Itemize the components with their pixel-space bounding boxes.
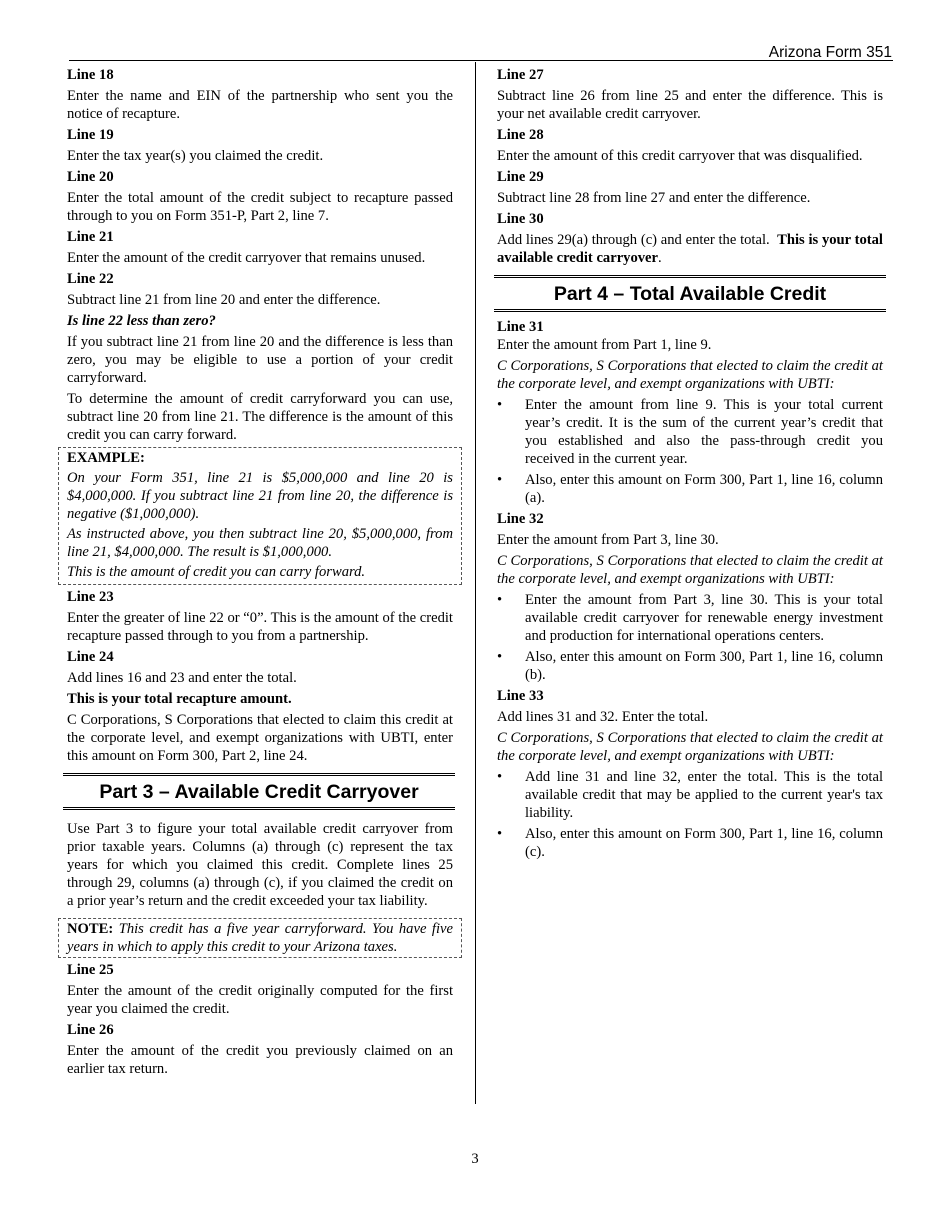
part-3-intro: Use Part 3 to figure your total available credit carryover from prior taxable years. Columns (a) through (c) represent the tax years for which you claimed this credit. Complete lines 25 through 29, columns (a) through (c), if you claimed the credit on a prior year’s return and the credit exceeded your tax liability. — [67, 821, 453, 909]
line-31-heading: Line 31 — [497, 319, 544, 335]
line-32-corp-intro: C Corporations, S Corporations that elected to claim the credit at the corporate level, and exempt organizations with UBTI: — [497, 553, 883, 587]
line-22-heading: Line 22 — [67, 271, 114, 287]
bullet-text: Enter the amount from line 9. This is your total current year’s credit. It is the sum of the current year’s credit that you established and also the pass-through credit you received in the current year. — [525, 397, 883, 467]
bullet-icon: • — [497, 397, 503, 413]
list-item — [497, 591, 883, 645]
line-28-heading: Line 28 — [497, 127, 544, 143]
bullet-icon: • — [497, 826, 503, 842]
line-22-para-2: To determine the amount of credit carryforward you can use, subtract line 20 from line 21. The difference is the amount of this credit you can carry forward. — [67, 391, 453, 443]
bullet-icon: • — [497, 592, 503, 608]
left-column — [67, 66, 453, 1081]
line-31-text: Enter the amount from Part 1, line 9. — [497, 337, 712, 353]
list-item — [497, 768, 883, 822]
line-19-text: Enter the tax year(s) you claimed the credit. — [67, 148, 324, 164]
line-32-bullets — [497, 591, 883, 684]
line-24-bold-text: This is your total recapture amount. — [67, 691, 292, 707]
list-item — [497, 825, 883, 861]
bullet-text: Also, enter this amount on Form 300, Part 1, line 16, column (c). — [525, 826, 883, 860]
note-label: NOTE: — [67, 921, 114, 937]
line-31-bullets — [497, 396, 883, 507]
line-24-text: Add lines 16 and 23 and enter the total. — [67, 670, 297, 686]
line-26-text: Enter the amount of the credit you previously claimed on an earlier tax return. — [67, 1043, 453, 1077]
line-32-heading: Line 32 — [497, 511, 544, 527]
line-30-heading: Line 30 — [497, 211, 544, 227]
line-20-heading: Line 20 — [67, 169, 114, 185]
line-25-heading: Line 25 — [67, 962, 114, 978]
line-30-instruction: Add lines 29(a) through (c) and enter the total. — [497, 232, 770, 248]
line-29-heading: Line 29 — [497, 169, 544, 185]
bullet-icon: • — [497, 649, 503, 665]
example-title: EXAMPLE: — [67, 450, 145, 466]
line-20-text: Enter the total amount of the credit subject to recapture passed through to you on Form 351-P, Part 2, line 7. — [67, 190, 453, 224]
header-rule — [69, 60, 893, 61]
line-25-text: Enter the amount of the credit originally computed for the first year you claimed the credit. — [67, 983, 453, 1017]
line-29-text: Subtract line 28 from line 27 and enter the difference. — [497, 190, 811, 206]
line-23-text: Enter the greater of line 22 or “0”. This is the amount of the credit recapture passed through to you from a partnership. — [67, 610, 453, 644]
bullet-text: Also, enter this amount on Form 300, Part 1, line 16, column (a). — [525, 472, 883, 506]
page-number: 3 — [471, 1151, 479, 1167]
line-27-text: Subtract line 26 from line 25 and enter the difference. This is your net available credit carryover. — [497, 88, 883, 122]
note-box — [58, 918, 462, 958]
line-33-text: Add lines 31 and 32. Enter the total. — [497, 709, 709, 725]
line-23-heading: Line 23 — [67, 589, 114, 605]
line-26-heading: Line 26 — [67, 1022, 114, 1038]
list-item — [497, 396, 883, 468]
bullet-icon: • — [497, 769, 503, 785]
line-22-text: Subtract line 21 from line 20 and enter the difference. — [67, 292, 381, 308]
line-33-bullets — [497, 768, 883, 861]
line-30-end: . — [658, 250, 662, 266]
line-18-text: Enter the name and EIN of the partnership who sent you the notice of recapture. — [67, 88, 453, 122]
example-para-2: As instructed above, you then subtract line 20, $5,000,000, from line 21, $4,000,000. The result is $1,000,000. — [67, 526, 453, 560]
line-33-heading: Line 33 — [497, 688, 544, 704]
list-item — [497, 471, 883, 507]
line-28-text: Enter the amount of this credit carryover that was disqualified. — [497, 148, 863, 164]
part-3-title: Part 3 – Available Credit Carryover — [63, 773, 455, 810]
part-4-title: Part 4 – Total Available Credit — [494, 275, 886, 312]
line-24-corp-text: C Corporations, S Corporations that elected to claim this credit at the corporate level, and exempt organizations with UBTI, enter this amount on Form 300, Part 2, line 24. — [67, 712, 453, 764]
bullet-text: Enter the amount from Part 3, line 30. This is your total available credit carryover for renewable energy investment and production for international operations centers. — [525, 592, 883, 644]
bullet-icon: • — [497, 472, 503, 488]
line-31-corp-intro: C Corporations, S Corporations that elected to claim the credit at the corporate level, and exempt organizations with UBTI: — [497, 358, 883, 392]
line-27-heading: Line 27 — [497, 67, 544, 83]
list-item — [497, 648, 883, 684]
bullet-text: Add line 31 and line 32, enter the total. This is the total available credit that may be applied to the current year's tax liability. — [525, 769, 883, 821]
line-32-text: Enter the amount from Part 3, line 30. — [497, 532, 719, 548]
right-column — [497, 66, 883, 864]
line-19-heading: Line 19 — [67, 127, 114, 143]
line-22-para-1: If you subtract line 21 from line 20 and the difference is less than zero, you may be eligible to use a portion of your credit carryforward. — [67, 334, 453, 386]
line-22-question: Is line 22 less than zero? — [67, 313, 216, 329]
example-box — [58, 447, 462, 585]
column-divider — [475, 62, 476, 1104]
line-30-text — [497, 231, 883, 267]
note-text: This credit has a five year carryforward. You have five years in which to apply this credit to your Arizona taxes. — [67, 921, 453, 955]
example-para-3: This is the amount of credit you can carry forward. — [67, 564, 366, 580]
line-24-heading: Line 24 — [67, 649, 114, 665]
line-33-corp-intro: C Corporations, S Corporations that elected to claim the credit at the corporate level, and exempt organizations with UBTI: — [497, 730, 883, 764]
bullet-text: Also, enter this amount on Form 300, Part 1, line 16, column (b). — [525, 649, 883, 683]
line-18-heading: Line 18 — [67, 67, 114, 83]
line-21-heading: Line 21 — [67, 229, 114, 245]
form-title: Arizona Form 351 — [768, 44, 892, 61]
line-30-bold-text: This is your total available credit carryover — [497, 232, 883, 266]
line-21-text: Enter the amount of the credit carryover that remains unused. — [67, 250, 426, 266]
example-para-1: On your Form 351, line 21 is $5,000,000 and line 20 is $4,000,000. If you subtract line 21 from line 20, the difference is negative ($1,000,000). — [67, 470, 453, 522]
